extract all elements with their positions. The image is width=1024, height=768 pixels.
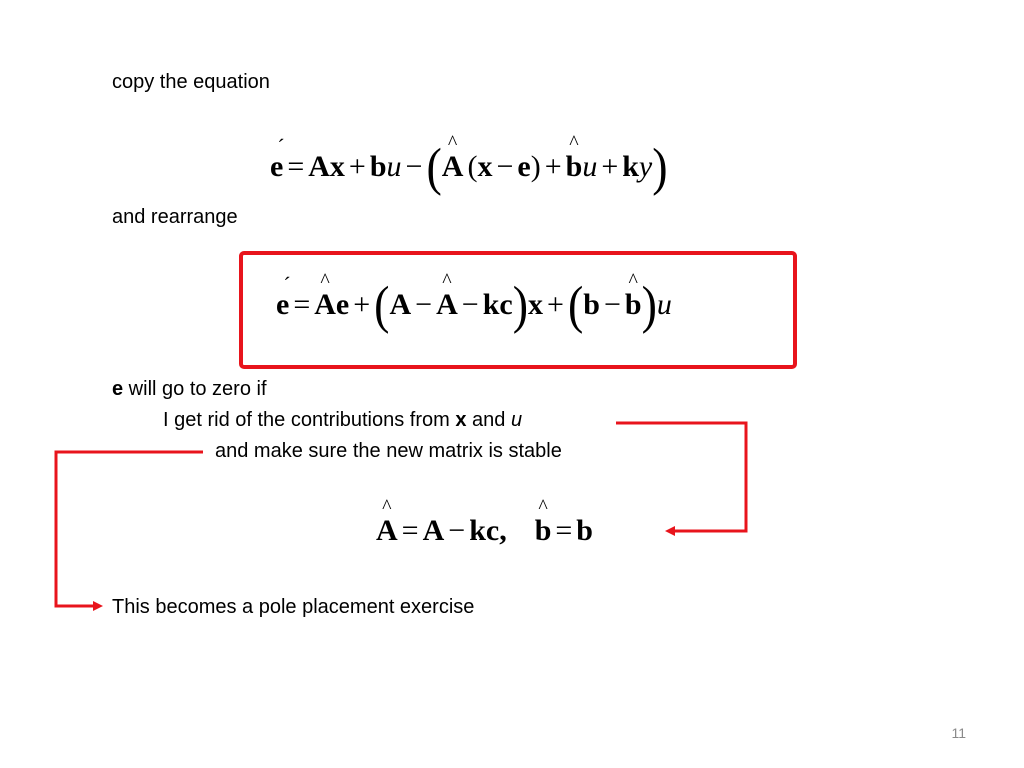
error-e: e xyxy=(335,288,350,321)
highlight-box xyxy=(241,253,795,367)
matrix-a-hat-3: ^ A xyxy=(436,288,458,322)
vector-b-hat: ^ b xyxy=(566,150,583,184)
plus-sign: + xyxy=(348,150,366,183)
state-x: x xyxy=(329,150,345,183)
vector-b-hat-2: ^ b xyxy=(625,288,642,322)
input-u-3: u xyxy=(656,288,672,321)
equals-sign: = xyxy=(287,150,305,183)
inner-e: e xyxy=(517,150,531,183)
vector-b-hat-3: ^ b xyxy=(535,514,552,548)
left-paren: ( xyxy=(426,137,442,196)
equals-sign-2: = xyxy=(293,288,311,321)
vector-b-2: b xyxy=(583,288,600,321)
vector-b: b xyxy=(369,150,387,183)
matrix-a-hat: ^ A xyxy=(442,150,464,184)
gain-k: k xyxy=(622,150,639,183)
condition-text: will go to zero if xyxy=(123,378,267,400)
e-dot: ´ e xyxy=(270,150,283,184)
equals-sign-3: = xyxy=(401,514,419,547)
minus-sign-2: − xyxy=(415,288,433,321)
page-number: 11 xyxy=(951,725,966,741)
plus-sign-4: + xyxy=(353,288,371,321)
right-paren-3: ) xyxy=(641,275,657,334)
left-paren-3: ( xyxy=(567,275,584,334)
minus-sign-3: − xyxy=(461,288,479,321)
arrow-to-design-equation xyxy=(616,423,746,531)
e-dot-2: ´ e xyxy=(276,288,289,322)
matrix-a-3: A xyxy=(422,514,445,547)
plus-sign-2: + xyxy=(544,150,562,183)
right-paren-2: ) xyxy=(512,275,529,334)
and-word: and xyxy=(466,409,511,431)
e-symbol: e xyxy=(112,378,124,400)
state-x-2: x xyxy=(528,288,544,321)
gain-kc: kc xyxy=(482,288,513,321)
inner-left-paren: ( xyxy=(467,150,478,183)
inner-minus-sign: − xyxy=(496,150,514,183)
right-paren: ) xyxy=(652,137,668,196)
copy-equation-label: copy the equation xyxy=(112,71,270,93)
u-symbol: u xyxy=(510,409,523,431)
vector-b-3: b xyxy=(576,514,593,547)
left-paren-2: ( xyxy=(374,275,390,334)
plus-sign-5: + xyxy=(547,288,564,321)
input-u: u xyxy=(386,150,402,183)
matrix-a-hat-2: ^ A xyxy=(314,288,336,322)
plus-sign-3: + xyxy=(601,150,619,183)
matrix-a-hat-4: ^ A xyxy=(376,514,398,548)
equals-sign-4: = xyxy=(555,514,573,547)
rearrange-label: and rearrange xyxy=(112,206,238,228)
arrow-to-pole-placement xyxy=(56,452,203,606)
inner-x: x xyxy=(477,150,493,183)
minus-sign: − xyxy=(405,150,423,183)
input-u-2: u xyxy=(582,150,598,183)
stable-matrix-line: and make sure the new matrix is stable xyxy=(215,440,562,462)
output-y: y xyxy=(638,150,653,183)
minus-sign-5: − xyxy=(448,514,466,547)
matrix-a: A xyxy=(308,150,330,183)
contributions-text: I get rid of the contributions from xyxy=(163,409,456,431)
pole-placement-line: This becomes a pole placement exercise xyxy=(112,596,475,618)
inner-right-paren: ) xyxy=(530,150,541,183)
gain-kc-2: kc, xyxy=(469,514,507,547)
matrix-a-2: A xyxy=(389,288,412,321)
minus-sign-4: − xyxy=(603,288,621,321)
x-symbol: x xyxy=(455,409,467,431)
